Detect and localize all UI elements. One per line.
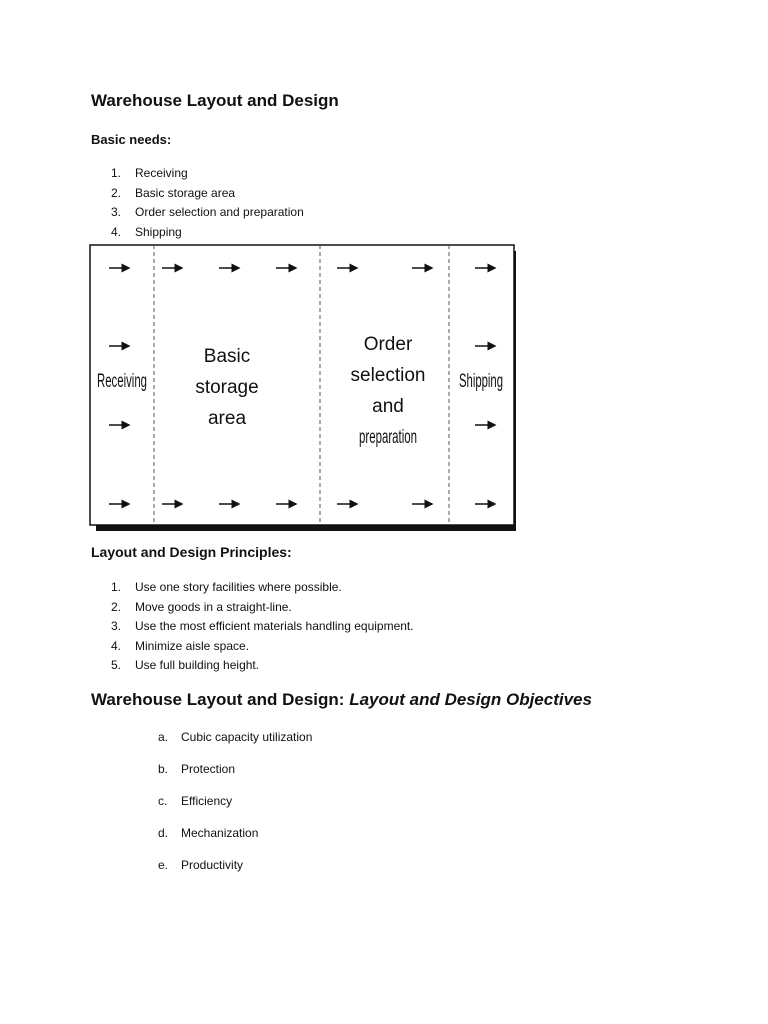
objectives-heading-main: Warehouse Layout and Design: [91, 690, 350, 709]
list-number: 4. [111, 638, 122, 653]
list-item [111, 617, 414, 637]
list-item [158, 760, 312, 792]
list-letter: d. [158, 826, 169, 840]
list-label: Basic storage area [135, 185, 236, 200]
list-label: Move goods in a straight-line. [135, 599, 292, 614]
list-item [158, 792, 312, 824]
list-label: Cubic capacity utilization [181, 730, 313, 744]
objectives-heading-italic: Layout and Design Objectives [349, 690, 592, 709]
list-label: Mechanization [181, 826, 259, 840]
list-number: 4. [111, 224, 122, 239]
list-item [111, 656, 414, 676]
zone-label-storage-line: storage [195, 377, 259, 398]
basic-needs-list [111, 164, 304, 242]
list-item [111, 164, 304, 184]
zone-label-order-line: selection [350, 365, 426, 386]
list-label: Use full building height. [135, 658, 260, 672]
list-label: Efficiency [181, 794, 233, 808]
list-item [111, 223, 304, 243]
warehouse-flow-diagram [88, 243, 520, 535]
list-item [158, 824, 312, 856]
zone-label-storage-line: area [207, 408, 247, 429]
list-number: 3. [111, 205, 122, 219]
list-label: Use the most efficient materials handling equipment. [135, 619, 414, 633]
list-label: Protection [181, 762, 236, 776]
list-letter: b. [158, 762, 169, 776]
list-item [111, 578, 414, 598]
list-letter: a. [158, 730, 169, 744]
list-number: 1. [111, 580, 122, 594]
list-number: 3. [111, 619, 122, 633]
list-label: Productivity [181, 858, 244, 872]
zone-label-receiving: Receiving [97, 371, 147, 392]
list-number: 5. [111, 658, 122, 672]
list-label: Shipping [135, 224, 182, 239]
list-item [111, 637, 414, 657]
objectives-list [158, 728, 312, 888]
list-number: 1. [111, 166, 122, 180]
list-label: Receiving [135, 166, 188, 180]
list-label: Use one story facilities where possible. [135, 580, 342, 594]
list-label: Order selection and preparation [135, 205, 304, 219]
zone-label-shipping: Shipping [459, 371, 503, 392]
list-number: 2. [111, 185, 122, 200]
list-letter: c. [158, 794, 168, 808]
principles-heading: Layout and Design Principles: [91, 544, 292, 560]
principles-list [111, 578, 414, 676]
objectives-heading [91, 690, 592, 710]
zone-label-storage-line: Basic [203, 346, 251, 367]
zone-label-order-line: preparation [359, 427, 417, 448]
page-title: Warehouse Layout and Design [91, 91, 339, 110]
list-number: 2. [111, 599, 122, 614]
list-letter: e. [158, 858, 169, 872]
list-item [111, 598, 414, 618]
list-item [158, 728, 312, 760]
list-item [111, 203, 304, 223]
basic-needs-heading: Basic needs: [91, 132, 172, 147]
list-label: Minimize aisle space. [135, 638, 250, 653]
list-item [111, 184, 304, 204]
zone-label-order-line: and [372, 396, 404, 417]
zone-label-order-line: Order [363, 334, 413, 355]
list-item [158, 856, 312, 888]
